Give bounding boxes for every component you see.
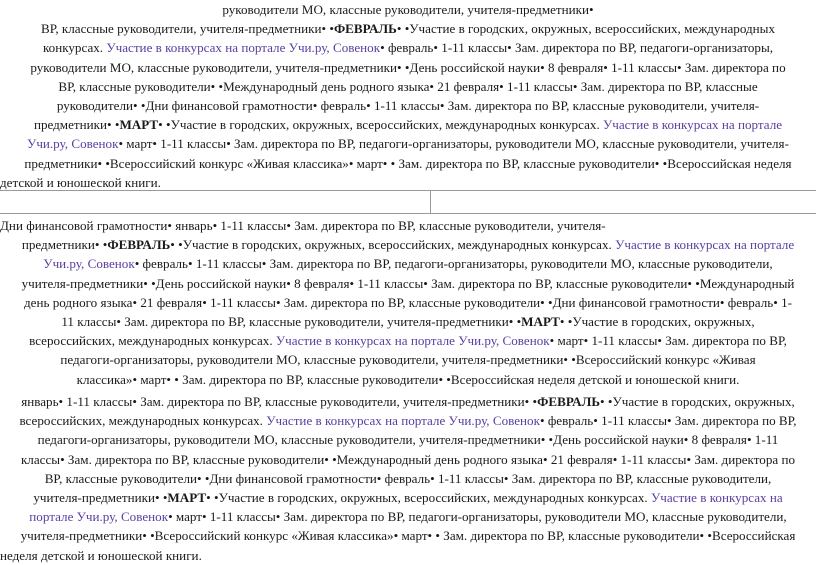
text-line <box>0 430 816 449</box>
text-line <box>0 115 816 134</box>
text-line <box>0 331 816 350</box>
text-line <box>0 134 816 153</box>
text-segment: 11 классы• Зам. директора по ВР, классные руководители, учителя-предметники• • <box>61 313 522 329</box>
text-segment: руководители МО, классные руководители, учителя-предметники• <box>222 2 594 17</box>
portal-link-text[interactable]: Учи.ру, Совенок <box>43 256 135 272</box>
text-line <box>0 77 816 96</box>
text-segment: руководители• •Дни финансовой грамотности• февраль• 1-11 классы• Зам. директора по ВР, классные руководители, учителя- <box>56 97 760 113</box>
text-segment: предметники• • <box>21 237 108 253</box>
text-segment: детской и юношеской книги. <box>0 174 161 190</box>
text-line <box>0 274 816 293</box>
text-line <box>0 411 816 430</box>
text-line <box>0 293 816 312</box>
bottom-text-block <box>0 392 816 565</box>
text-segment: всероссийских, международных конкурсах. <box>19 413 267 429</box>
text-segment: конкурсах. <box>42 40 107 56</box>
text-line <box>0 392 816 411</box>
text-line <box>0 370 816 389</box>
text-segment: • март• 1-11 классы• Зам. директора по ВР, педагоги-организаторы, руководители МО, классные руководители, <box>168 509 787 525</box>
text-segment: ВР, классные руководители• •Международный день родного языка• 21 февраля• 1-11 классы• Зам. директора по ВР, классные <box>58 78 758 94</box>
month-heading: ФЕВРАЛЬ <box>333 21 397 37</box>
text-segment: • •Участие в городских, окружных, всероссийских, международных конкурсах. <box>158 117 603 133</box>
text-line <box>0 488 816 507</box>
text-segment: ВР, классные руководители, учителя-предметники• • <box>40 21 334 37</box>
text-line <box>0 19 816 38</box>
text-segment: • март• 1-11 классы• Зам. директора по ВР, педагоги-организаторы, руководители МО, классные руководители, учителя- <box>118 136 789 152</box>
text-segment: • февраль• 1-11 классы• Зам. директора по ВР, <box>539 413 797 429</box>
month-heading: МАРТ <box>119 117 159 133</box>
text-line <box>0 235 816 254</box>
table-rule-top <box>0 190 816 191</box>
text-segment: • март• 1-11 классы• Зам. директора по ВР, <box>549 333 787 349</box>
text-segment: педагоги-организаторы, руководители МО, классные руководители, учителя-предметники• •День российской науки• 8 февраля• 1-11 <box>37 432 779 448</box>
portal-link-text[interactable]: Учи.ру, Совенок <box>27 136 119 152</box>
portal-link-text[interactable]: Участие в конкурсах на <box>650 489 783 505</box>
text-segment: • •Участие в городских, окружных, всероссийских, международных конкурсах. <box>206 489 651 505</box>
text-segment: • февраль• 1-11 классы• Зам. директора по ВР, педагоги-организаторы, руководители МО, классные руководители, <box>134 256 773 272</box>
table-column-divider <box>430 190 431 213</box>
text-line <box>0 469 816 488</box>
text-line <box>0 216 816 235</box>
text-segment: • •Участие в городских, окружных, всероссийских, международных <box>396 21 776 37</box>
text-segment: • •Участие в городских, окружных, <box>600 394 795 409</box>
text-segment: Дни финансовой грамотности• январь• 1-11 классы• Зам. директора по ВР, классные руководители, учителя- <box>0 218 606 233</box>
text-segment: неделя детской и юношеской книги. <box>0 547 202 563</box>
text-segment: • •Участие в городских, окружных, <box>559 313 755 329</box>
text-line <box>0 96 816 115</box>
text-segment: • •Участие в городских, окружных, всероссийских, международных конкурсах. <box>170 237 616 253</box>
middle-text-block <box>0 216 816 389</box>
table-rule-bottom <box>0 213 816 214</box>
text-line <box>0 58 816 77</box>
text-line <box>0 38 816 57</box>
text-line <box>0 0 816 19</box>
text-line <box>0 350 816 369</box>
text-segment: руководители МО, классные руководители, учителя-предметники• •День российской науки• 8 февраля• 1-11 классы• Зам. директора по <box>30 59 786 75</box>
text-line <box>0 546 816 565</box>
text-segment: предметники• • <box>33 117 120 133</box>
top-text-block <box>0 0 816 192</box>
text-segment: всероссийских, международных конкурсах. <box>29 333 276 349</box>
text-line <box>0 507 816 526</box>
text-segment: ВР, классные руководители• •Дни финансовой грамотности• февраль• 1-11 классы• Зам. директора по ВР, классные руководители, <box>44 470 772 486</box>
text-line <box>0 312 816 331</box>
text-segment: учителя-предметники• •Всероссийский конкурс «Живая классика»• март• • Зам. директора по ВР, классные руководители• •Всероссийская <box>20 528 796 544</box>
text-line <box>0 154 816 173</box>
text-segment: педагоги-организаторы, руководители МО, классные руководители, учителя-предметники• •Всероссийский конкурс «Живая <box>60 352 756 368</box>
text-line <box>0 526 816 545</box>
text-segment: учителя-предметники• •День российской науки• 8 февраля• 1-11 классы• Зам. директора по ВР, классные руководители• •Международный <box>21 275 795 291</box>
month-heading: МАРТ <box>167 489 207 505</box>
text-line <box>0 173 816 192</box>
month-heading: ФЕВРАЛЬ <box>537 394 601 409</box>
portal-link-text[interactable]: Участие в конкурсах на портале Учи.ру, Совенок <box>275 333 550 349</box>
portal-link-text[interactable]: портале Учи.ру, Совенок <box>29 509 169 525</box>
month-heading: ФЕВРАЛЬ <box>107 237 171 253</box>
portal-link-text[interactable]: Участие в конкурсах на портале Учи.ру, Совенок <box>266 413 540 429</box>
text-line <box>0 450 816 469</box>
portal-link-text[interactable]: Участие в конкурсах на портале <box>615 237 795 253</box>
text-segment: предметники• •Всероссийский конкурс «Живая классика»• март• • Зам. директора по ВР, классные руководители• •Всероссийская неделя <box>24 155 792 171</box>
text-segment: классика»• март• • Зам. директора по ВР, классные руководители• •Всероссийская неделя детской и юношеской книги. <box>76 371 740 387</box>
text-segment: классы• Зам. директора по ВР, классные руководители• •Международный день родного языка• 21 февраля• 1-11 классы• Зам. директора по <box>20 451 796 467</box>
portal-link-text[interactable]: Участие в конкурсах на портале Учи.ру, Совенок <box>106 40 381 56</box>
text-segment: январь• 1-11 классы• Зам. директора по ВР, классные руководители, учителя-предметники• • <box>21 394 538 409</box>
text-segment: учителя-предметники• • <box>33 489 168 505</box>
portal-link-text[interactable]: Участие в конкурсах на портале <box>603 117 783 133</box>
text-line <box>0 254 816 273</box>
text-segment: день родного языка• 21 февраля• 1-11 классы• Зам. директора по ВР, классные руководители• •Дни финансовой грамотности• февраль• 1- <box>23 294 792 310</box>
month-heading: МАРТ <box>521 313 560 329</box>
text-segment: • февраль• 1-11 классы• Зам. директора по ВР, педагоги-организаторы, <box>380 40 774 56</box>
